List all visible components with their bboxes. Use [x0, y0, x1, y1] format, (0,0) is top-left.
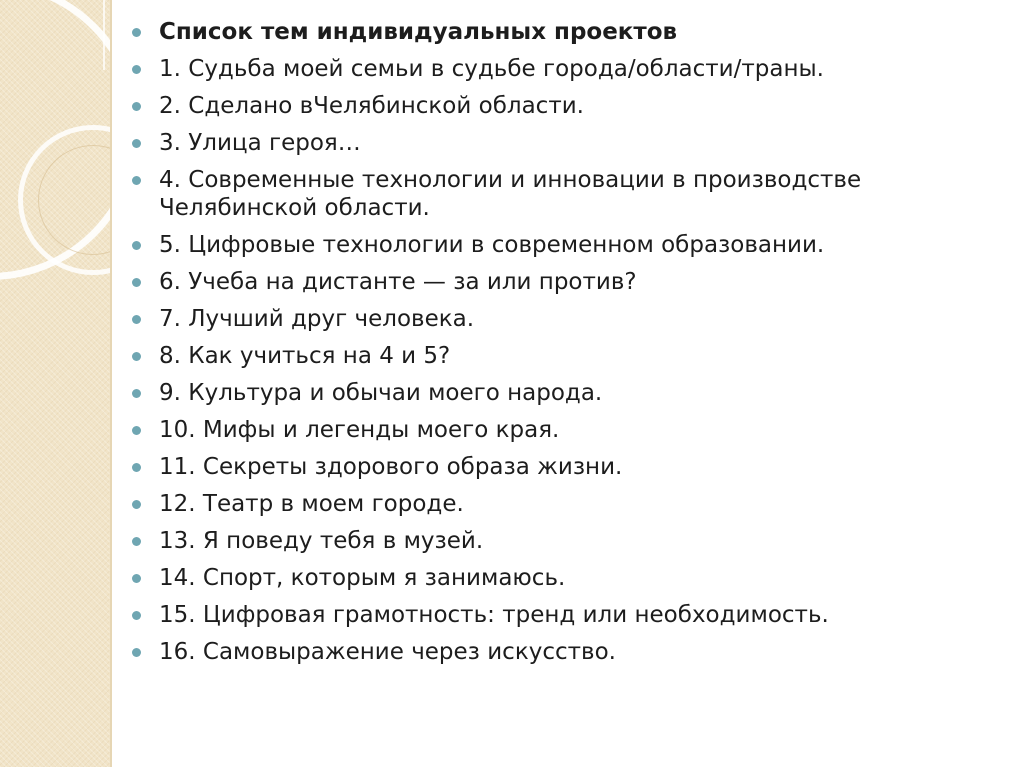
list-item — [132, 490, 1012, 518]
bullet-icon — [132, 176, 141, 185]
list-item-text: 9. Культура и обычаи моего народа. — [159, 380, 603, 406]
bullet-icon — [132, 611, 141, 620]
list-item-text: 5. Цифровые технологии в современном образовании. — [159, 232, 825, 258]
list-item-text: 10. Мифы и легенды моего края. — [159, 417, 560, 443]
bullet-icon — [132, 463, 141, 472]
list-item-text: 15. Цифровая грамотность: тренд или необходимость. — [159, 602, 829, 628]
list-item — [132, 55, 1012, 83]
list-item-text: 6. Учеба на дистанте — за или против? — [159, 269, 637, 295]
bullet-icon — [132, 352, 141, 361]
bullet-icon — [132, 102, 141, 111]
list-item-text: 13. Я поведу тебя в музей. — [159, 528, 484, 554]
list-item — [132, 268, 1012, 296]
bullet-icon — [132, 648, 141, 657]
list-heading — [132, 18, 1012, 46]
list-item — [132, 129, 1012, 157]
list-item — [132, 305, 1012, 333]
list-item-text: 7. Лучший друг человека. — [159, 306, 475, 332]
strip-divider — [110, 0, 112, 767]
list-item — [132, 416, 1012, 444]
list-heading-text: Список тем индивидуальных проектов — [159, 19, 678, 45]
bullet-icon — [132, 500, 141, 509]
bullet-icon — [132, 426, 141, 435]
list-item-text: 3. Улица героя… — [159, 130, 361, 156]
list-item — [132, 453, 1012, 481]
bullet-icon — [132, 389, 141, 398]
list-item-text: 12. Театр в моем городе. — [159, 491, 464, 517]
list-item — [132, 601, 1012, 629]
list-item — [132, 342, 1012, 370]
list-item — [132, 379, 1012, 407]
list-item-text: 2. Сделано вЧелябинской области. — [159, 93, 584, 119]
list-item-text: 4. Современные технологии и инновации в производстве Челябинской области. — [159, 167, 862, 221]
bullet-icon — [132, 315, 141, 324]
topic-list — [132, 18, 1012, 675]
bullet-icon — [132, 139, 141, 148]
list-item-text: 14. Спорт, которым я занимаюсь. — [159, 565, 566, 591]
list-item-text: 1. Судьба моей семьи в судьбе города/области/траны. — [159, 56, 824, 82]
list-item — [132, 166, 1012, 222]
list-item-text: 16. Самовыражение через искусство. — [159, 639, 616, 665]
list-item — [132, 638, 1012, 666]
bullet-icon — [132, 278, 141, 287]
decorative-side-strip — [0, 0, 112, 767]
bullet-icon — [132, 241, 141, 250]
list-item — [132, 564, 1012, 592]
list-item — [132, 92, 1012, 120]
list-item — [132, 231, 1012, 259]
decorative-line — [103, 0, 105, 70]
list-item — [132, 527, 1012, 555]
bullet-icon — [132, 537, 141, 546]
bullet-icon — [132, 65, 141, 74]
list-item-text: 11. Секреты здорового образа жизни. — [159, 454, 623, 480]
list-item-text: 8. Как учиться на 4 и 5? — [159, 343, 451, 369]
bullet-icon — [132, 574, 141, 583]
bullet-icon — [132, 28, 141, 37]
